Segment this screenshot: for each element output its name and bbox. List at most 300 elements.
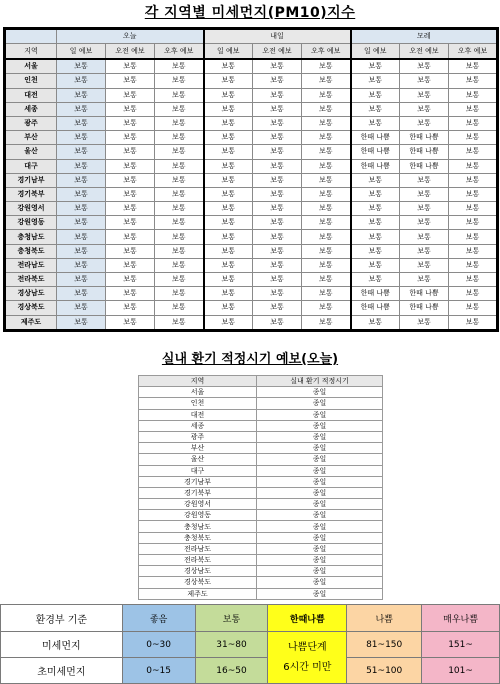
forecast-cell: 보통	[106, 315, 155, 330]
forecast-cell: 보통	[351, 59, 400, 74]
table-row	[5, 315, 498, 330]
forecast-cell: 한때 나쁨	[351, 159, 400, 173]
sometimes-bad-line2: 6시간 미만	[283, 661, 332, 673]
forecast-cell: 보통	[253, 116, 302, 130]
forecast-cell: 보통	[155, 131, 204, 145]
vent-row	[139, 443, 383, 454]
forecast-cell: 보통	[351, 315, 400, 330]
table-row	[5, 287, 498, 301]
table-row	[5, 131, 498, 145]
region-cell: 강원영서	[5, 202, 57, 216]
vent-region-cell: 경상남도	[139, 566, 257, 577]
table-row	[5, 88, 498, 102]
sometimes-bad-line1: 나쁨단계	[288, 641, 327, 653]
forecast-cell: 보통	[106, 159, 155, 173]
ventilation-table	[138, 375, 383, 600]
forecast-cell: 보통	[155, 216, 204, 230]
table-row	[5, 159, 498, 173]
pm25-very-bad-range: 101~	[422, 658, 500, 684]
forecast-cell: 한때 나쁨	[400, 301, 449, 315]
vent-region-cell: 부산	[139, 443, 257, 454]
vent-row	[139, 577, 383, 588]
standard-label: 환경부 기준	[1, 605, 123, 632]
forecast-cell: 보통	[155, 301, 204, 315]
region-cell: 대구	[5, 159, 57, 173]
forecast-cell: 보통	[302, 202, 351, 216]
forecast-cell: 보통	[400, 116, 449, 130]
forecast-cell: 한때 나쁨	[400, 145, 449, 159]
forecast-cell: 보통	[449, 102, 498, 116]
vent-time-cell: 종일	[257, 521, 383, 532]
forecast-cell: 보통	[351, 244, 400, 258]
forecast-cell: 보통	[57, 59, 106, 74]
vent-row	[139, 510, 383, 521]
forecast-cell: 보통	[351, 273, 400, 287]
forecast-cell: 보통	[253, 102, 302, 116]
pm10-normal-range: 31~80	[195, 632, 268, 658]
table-row	[5, 102, 498, 116]
forecast-cell: 보통	[351, 202, 400, 216]
forecast-cell: 보통	[449, 273, 498, 287]
vent-time-cell: 종일	[257, 510, 383, 521]
forecast-cell: 보통	[351, 74, 400, 88]
vent-row	[139, 532, 383, 543]
vent-region-cell: 전라북도	[139, 555, 257, 566]
table-row	[5, 202, 498, 216]
forecast-cell: 보통	[155, 244, 204, 258]
forecast-cell: 보통	[106, 88, 155, 102]
forecast-cell: 보통	[57, 131, 106, 145]
sub-header-pm: 오후 예보	[449, 44, 498, 60]
forecast-cell: 보통	[106, 74, 155, 88]
grade-good: 좋음	[122, 605, 195, 632]
pm10-good-range: 0~30	[122, 632, 195, 658]
vent-region-cell: 서울	[139, 387, 257, 398]
forecast-cell: 보통	[204, 131, 253, 145]
forecast-cell: 보통	[106, 59, 155, 74]
vent-time-cell: 종일	[257, 532, 383, 543]
pm25-good-range: 0~15	[122, 658, 195, 684]
forecast-cell: 보통	[400, 202, 449, 216]
forecast-cell: 한때 나쁨	[351, 301, 400, 315]
forecast-cell: 보통	[302, 116, 351, 130]
vent-region-cell: 경기북부	[139, 487, 257, 498]
forecast-cell: 보통	[302, 159, 351, 173]
ventilation-title: 실내 환기 적정시기 예보(오늘)	[161, 352, 339, 367]
sub-header-daily: 일 예보	[351, 44, 400, 60]
forecast-cell: 보통	[57, 116, 106, 130]
vent-time-cell: 종일	[257, 454, 383, 465]
forecast-cell: 보통	[57, 187, 106, 201]
forecast-cell: 보통	[449, 258, 498, 272]
forecast-cell: 보통	[57, 315, 106, 330]
forecast-cell: 보통	[302, 230, 351, 244]
day-header-tomorrow: 내일	[204, 29, 351, 44]
vent-row	[139, 454, 383, 465]
forecast-cell: 보통	[302, 131, 351, 145]
table-row	[5, 244, 498, 258]
vent-time-cell: 종일	[257, 499, 383, 510]
forecast-cell: 보통	[57, 159, 106, 173]
vent-header-region: 지역	[139, 376, 257, 387]
forecast-cell: 보통	[106, 202, 155, 216]
table-row	[5, 187, 498, 201]
sub-header-daily: 일 예보	[204, 44, 253, 60]
forecast-cell: 보통	[449, 145, 498, 159]
forecast-cell: 보통	[302, 315, 351, 330]
vent-region-cell: 제주도	[139, 588, 257, 599]
forecast-cell: 보통	[253, 59, 302, 74]
region-cell: 세종	[5, 102, 57, 116]
table-row	[5, 301, 498, 315]
vent-time-cell: 종일	[257, 398, 383, 409]
vent-row	[139, 387, 383, 398]
forecast-cell: 보통	[155, 273, 204, 287]
forecast-cell: 한때 나쁨	[351, 145, 400, 159]
forecast-cell: 보통	[351, 173, 400, 187]
forecast-cell: 한때 나쁨	[351, 131, 400, 145]
forecast-cell: 한때 나쁨	[400, 131, 449, 145]
forecast-cell: 보통	[400, 187, 449, 201]
forecast-cell: 보통	[106, 102, 155, 116]
forecast-cell: 보통	[155, 116, 204, 130]
forecast-cell: 보통	[302, 88, 351, 102]
forecast-cell: 보통	[57, 102, 106, 116]
forecast-cell: 보통	[204, 59, 253, 74]
vent-region-cell: 대전	[139, 409, 257, 420]
forecast-cell: 보통	[106, 116, 155, 130]
vent-row	[139, 499, 383, 510]
vent-region-cell: 강원영서	[139, 499, 257, 510]
forecast-cell: 보통	[57, 258, 106, 272]
forecast-cell: 보통	[400, 258, 449, 272]
forecast-cell: 보통	[57, 273, 106, 287]
forecast-cell: 보통	[351, 116, 400, 130]
forecast-cell: 보통	[302, 145, 351, 159]
day-header-day-after: 모레	[351, 29, 498, 44]
forecast-cell: 보통	[449, 301, 498, 315]
forecast-cell: 보통	[400, 315, 449, 330]
vent-time-cell: 종일	[257, 443, 383, 454]
forecast-cell: 보통	[106, 301, 155, 315]
header-corner	[5, 29, 57, 44]
forecast-cell: 보통	[57, 88, 106, 102]
sub-header-pm: 오후 예보	[155, 44, 204, 60]
forecast-cell: 한때 나쁨	[400, 287, 449, 301]
table-row	[5, 74, 498, 88]
table-row	[5, 116, 498, 130]
vent-row	[139, 476, 383, 487]
vent-region-cell: 경상북도	[139, 577, 257, 588]
vent-time-cell: 종일	[257, 588, 383, 599]
region-cell: 경상북도	[5, 301, 57, 315]
forecast-cell: 보통	[253, 244, 302, 258]
forecast-cell: 보통	[351, 187, 400, 201]
vent-region-cell: 강원영동	[139, 510, 257, 521]
forecast-cell: 보통	[155, 159, 204, 173]
forecast-cell: 보통	[106, 131, 155, 145]
forecast-cell: 보통	[449, 202, 498, 216]
pm10-bad-range: 81~150	[347, 632, 422, 658]
forecast-cell: 보통	[204, 145, 253, 159]
forecast-cell: 보통	[400, 230, 449, 244]
forecast-cell: 보통	[302, 59, 351, 74]
sub-header-am: 오전 예보	[400, 44, 449, 60]
pm10-forecast-table	[3, 27, 499, 332]
vent-time-cell: 종일	[257, 387, 383, 398]
forecast-cell: 보통	[449, 187, 498, 201]
vent-row	[139, 521, 383, 532]
forecast-cell: 보통	[155, 88, 204, 102]
region-cell: 경기북부	[5, 187, 57, 201]
forecast-cell: 보통	[106, 173, 155, 187]
vent-time-cell: 종일	[257, 476, 383, 487]
forecast-cell: 보통	[253, 258, 302, 272]
region-cell: 경기남부	[5, 173, 57, 187]
sub-header-daily: 일 예보	[57, 44, 106, 60]
forecast-cell: 보통	[155, 74, 204, 88]
forecast-cell: 보통	[400, 88, 449, 102]
table-row	[5, 59, 498, 74]
vent-row	[139, 555, 383, 566]
vent-row	[139, 465, 383, 476]
vent-time-cell: 종일	[257, 487, 383, 498]
forecast-cell: 보통	[204, 102, 253, 116]
forecast-cell: 보통	[400, 273, 449, 287]
forecast-cell: 보통	[57, 216, 106, 230]
forecast-cell: 보통	[302, 74, 351, 88]
forecast-cell: 보통	[253, 88, 302, 102]
region-cell: 전라북도	[5, 273, 57, 287]
forecast-cell: 보통	[204, 230, 253, 244]
pm25-label: 초미세먼지	[1, 658, 123, 684]
region-cell: 서울	[5, 59, 57, 74]
grade-bad: 나쁨	[347, 605, 422, 632]
vent-row	[139, 431, 383, 442]
forecast-cell: 보통	[106, 287, 155, 301]
sub-header-am: 오전 예보	[253, 44, 302, 60]
forecast-cell: 보통	[449, 244, 498, 258]
forecast-cell: 보통	[449, 74, 498, 88]
forecast-cell: 보통	[449, 216, 498, 230]
vent-row	[139, 420, 383, 431]
vent-time-cell: 종일	[257, 409, 383, 420]
forecast-cell: 보통	[155, 202, 204, 216]
pm10-label: 미세먼지	[1, 632, 123, 658]
forecast-cell: 보통	[302, 173, 351, 187]
forecast-cell: 보통	[253, 315, 302, 330]
day-header-today: 오늘	[57, 29, 204, 44]
sometimes-bad-description	[268, 632, 347, 684]
forecast-cell: 보통	[155, 187, 204, 201]
forecast-cell: 보통	[400, 74, 449, 88]
vent-region-cell: 경기남부	[139, 476, 257, 487]
forecast-cell: 보통	[155, 145, 204, 159]
forecast-cell: 보통	[155, 173, 204, 187]
forecast-cell: 보통	[351, 88, 400, 102]
vent-region-cell: 세종	[139, 420, 257, 431]
forecast-cell: 보통	[106, 244, 155, 258]
table-row	[5, 258, 498, 272]
vent-region-cell: 충청남도	[139, 521, 257, 532]
forecast-cell: 보통	[57, 74, 106, 88]
forecast-cell: 보통	[106, 145, 155, 159]
region-header: 지역	[5, 44, 57, 60]
forecast-cell: 보통	[449, 230, 498, 244]
forecast-cell: 보통	[302, 258, 351, 272]
forecast-cell: 보통	[400, 173, 449, 187]
forecast-cell: 보통	[155, 258, 204, 272]
vent-time-cell: 종일	[257, 566, 383, 577]
vent-time-cell: 종일	[257, 555, 383, 566]
forecast-cell: 보통	[204, 301, 253, 315]
grade-very-bad: 매우나쁨	[422, 605, 500, 632]
ventilation-rows	[139, 387, 383, 600]
forecast-cell: 보통	[302, 216, 351, 230]
vent-region-cell: 인천	[139, 398, 257, 409]
forecast-cell: 한때 나쁨	[400, 159, 449, 173]
region-cell: 충청북도	[5, 244, 57, 258]
vent-region-cell: 충청북도	[139, 532, 257, 543]
forecast-cell: 보통	[204, 315, 253, 330]
forecast-cell: 보통	[57, 173, 106, 187]
forecast-cell: 보통	[302, 273, 351, 287]
forecast-cell: 보통	[57, 301, 106, 315]
vent-region-cell: 전라남도	[139, 543, 257, 554]
table-row	[5, 273, 498, 287]
forecast-cell: 보통	[204, 116, 253, 130]
forecast-cell: 보통	[57, 287, 106, 301]
table-row	[5, 216, 498, 230]
forecast-cell: 보통	[204, 88, 253, 102]
vent-row	[139, 398, 383, 409]
forecast-cell: 보통	[106, 187, 155, 201]
forecast-cell: 보통	[253, 159, 302, 173]
forecast-cell: 보통	[302, 102, 351, 116]
forecast-cell: 보통	[253, 202, 302, 216]
forecast-cell: 보통	[253, 216, 302, 230]
forecast-cell: 보통	[204, 202, 253, 216]
forecast-cell: 보통	[253, 287, 302, 301]
forecast-cell: 보통	[253, 173, 302, 187]
forecast-cell: 보통	[106, 258, 155, 272]
standard-legend-table	[0, 604, 500, 684]
forecast-cell: 보통	[449, 131, 498, 145]
forecast-cell: 보통	[400, 59, 449, 74]
forecast-cell: 보통	[155, 315, 204, 330]
forecast-cell: 보통	[302, 187, 351, 201]
forecast-cell: 보통	[253, 187, 302, 201]
forecast-cell: 보통	[57, 244, 106, 258]
sub-header-pm: 오후 예보	[302, 44, 351, 60]
forecast-cell: 보통	[253, 131, 302, 145]
vent-time-cell: 종일	[257, 465, 383, 476]
vent-row	[139, 487, 383, 498]
forecast-cell: 보통	[155, 102, 204, 116]
forecast-cell: 보통	[449, 315, 498, 330]
forecast-cell: 보통	[204, 287, 253, 301]
forecast-cell: 보통	[253, 145, 302, 159]
vent-row	[139, 543, 383, 554]
vent-region-cell: 대구	[139, 465, 257, 476]
pm10-very-bad-range: 151~	[422, 632, 500, 658]
region-cell: 전라남도	[5, 258, 57, 272]
forecast-cell: 보통	[204, 244, 253, 258]
grade-sometimes-bad: 한때나쁨	[268, 605, 347, 632]
forecast-cell: 보통	[449, 287, 498, 301]
forecast-rows	[5, 59, 498, 330]
forecast-cell: 보통	[400, 102, 449, 116]
forecast-cell: 보통	[57, 230, 106, 244]
forecast-cell: 보통	[204, 216, 253, 230]
forecast-cell: 보통	[351, 258, 400, 272]
forecast-cell: 보통	[204, 187, 253, 201]
forecast-cell: 보통	[155, 287, 204, 301]
region-cell: 인천	[5, 74, 57, 88]
forecast-cell: 보통	[253, 230, 302, 244]
forecast-cell: 한때 나쁨	[351, 287, 400, 301]
region-cell: 광주	[5, 116, 57, 130]
vent-time-cell: 종일	[257, 431, 383, 442]
vent-time-cell: 종일	[257, 543, 383, 554]
forecast-cell: 보통	[449, 173, 498, 187]
region-cell: 충청남도	[5, 230, 57, 244]
forecast-cell: 보통	[106, 216, 155, 230]
grade-normal: 보통	[195, 605, 268, 632]
forecast-cell: 보통	[302, 244, 351, 258]
vent-time-cell: 종일	[257, 577, 383, 588]
forecast-cell: 보통	[204, 258, 253, 272]
region-cell: 대전	[5, 88, 57, 102]
vent-time-cell: 종일	[257, 420, 383, 431]
forecast-cell: 보통	[400, 216, 449, 230]
region-cell: 부산	[5, 131, 57, 145]
forecast-cell: 보통	[351, 230, 400, 244]
vent-region-cell: 광주	[139, 431, 257, 442]
forecast-cell: 보통	[400, 244, 449, 258]
forecast-cell: 보통	[57, 145, 106, 159]
forecast-cell: 보통	[351, 102, 400, 116]
vent-header-time: 실내 환기 적정시기	[257, 376, 383, 387]
forecast-cell: 보통	[204, 273, 253, 287]
pm25-normal-range: 16~50	[195, 658, 268, 684]
region-cell: 제주도	[5, 315, 57, 330]
region-cell: 울산	[5, 145, 57, 159]
region-cell: 강원영동	[5, 216, 57, 230]
forecast-cell: 보통	[106, 273, 155, 287]
forecast-cell: 보통	[204, 159, 253, 173]
sub-header-am: 오전 예보	[106, 44, 155, 60]
region-cell: 경상남도	[5, 287, 57, 301]
forecast-cell: 보통	[204, 74, 253, 88]
forecast-cell: 보통	[253, 74, 302, 88]
table-row	[5, 173, 498, 187]
forecast-cell: 보통	[253, 273, 302, 287]
forecast-cell: 보통	[155, 59, 204, 74]
vent-region-cell: 울산	[139, 454, 257, 465]
vent-row	[139, 588, 383, 599]
forecast-cell: 보통	[449, 59, 498, 74]
vent-row	[139, 409, 383, 420]
forecast-cell: 보통	[449, 88, 498, 102]
forecast-cell: 보통	[155, 230, 204, 244]
forecast-cell: 보통	[106, 230, 155, 244]
forecast-cell: 보통	[449, 116, 498, 130]
forecast-cell: 보통	[253, 301, 302, 315]
forecast-cell: 보통	[57, 202, 106, 216]
page-title: 각 지역별 미세먼지(PM10)지수	[144, 5, 356, 21]
forecast-cell: 보통	[449, 159, 498, 173]
